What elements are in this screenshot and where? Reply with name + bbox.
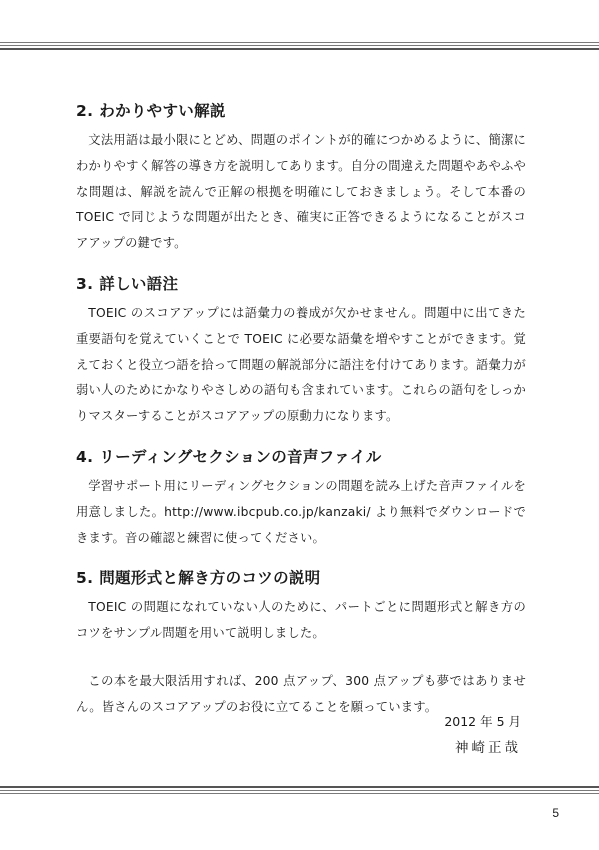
section-heading (76, 567, 526, 589)
signature-block (444, 708, 521, 762)
bottom-rule-line-2 (0, 790, 599, 791)
section-heading (76, 273, 526, 295)
section-title: わかりやすい解説 (99, 102, 226, 120)
section-title: リーディングセクションの音声ファイル (99, 447, 382, 466)
section-number: 5. (76, 569, 94, 588)
section-2 (76, 100, 526, 257)
bottom-rule-line-1 (0, 786, 599, 788)
top-rule-line-2 (0, 45, 599, 46)
section-title: 問題形式と解き方のコツの説明 (99, 569, 321, 588)
section-heading (76, 446, 526, 468)
date: 2012 年 5 月 (444, 714, 521, 729)
page-content (76, 100, 526, 721)
page-number: 5 (552, 806, 559, 820)
section-number: 4. (76, 447, 94, 466)
section-4 (76, 446, 526, 551)
section-body: 文法用語は最小限にとどめ、問題のポイントが的確につかめるように、簡潔にわかりやすく解答の導き方を説明してあります。自分の間違えた問題やあやふやな問題は、解説を読んで正解の根拠を明確にしておきましょう。そして本番の TOEIC で同じような問題が出たとき、確実に正答できるようになることがスコアアップの鍵です。 (76, 133, 526, 251)
section-body: 学習サポート用にリーディングセクションの問題を読み上げた音声ファイルを用意しました。http://www.ibcpub.co.jp/kanzaki/ より無料でダウンロードできます。音の確認と練習に使ってください。 (76, 478, 526, 545)
section-heading (76, 100, 526, 122)
top-rule (0, 42, 599, 52)
bottom-rule-line-3 (0, 793, 599, 794)
section-number: 3. (76, 274, 94, 293)
author-name: 神崎正哉 (455, 740, 521, 756)
bottom-rule (0, 786, 599, 796)
section-body: TOEIC のスコアアップには語彙力の養成が欠かせません。問題中に出てきた重要語句を覚えていくことで TOEIC に必要な語彙を増やすことができます。覚えておくと役立つ語を拾って問題の解説部分に語注を付けてあります。語彙力が弱い人のためにかなりやさしめの語句も含まれています。これらの語句をしっかりマスターすることがスコアアップの原動力になります。 (76, 305, 526, 424)
section-number: 2. (76, 102, 94, 120)
top-rule-line-3 (0, 48, 599, 50)
section-title: 詳しい語注 (99, 274, 179, 293)
top-rule-line-1 (0, 42, 599, 43)
section-body: TOEIC の問題になれていない人のために、パートごとに問題形式と解き方のコツをサンプル問題を用いて説明しました。 (76, 600, 526, 641)
section-3 (76, 273, 526, 430)
section-5 (76, 567, 526, 647)
closing-paragraph: この本を最大限活用すれば、200 点アップ、300 点アップも夢ではありません。皆さんのスコアアップのお役に立てることを願っています。 (76, 673, 526, 714)
